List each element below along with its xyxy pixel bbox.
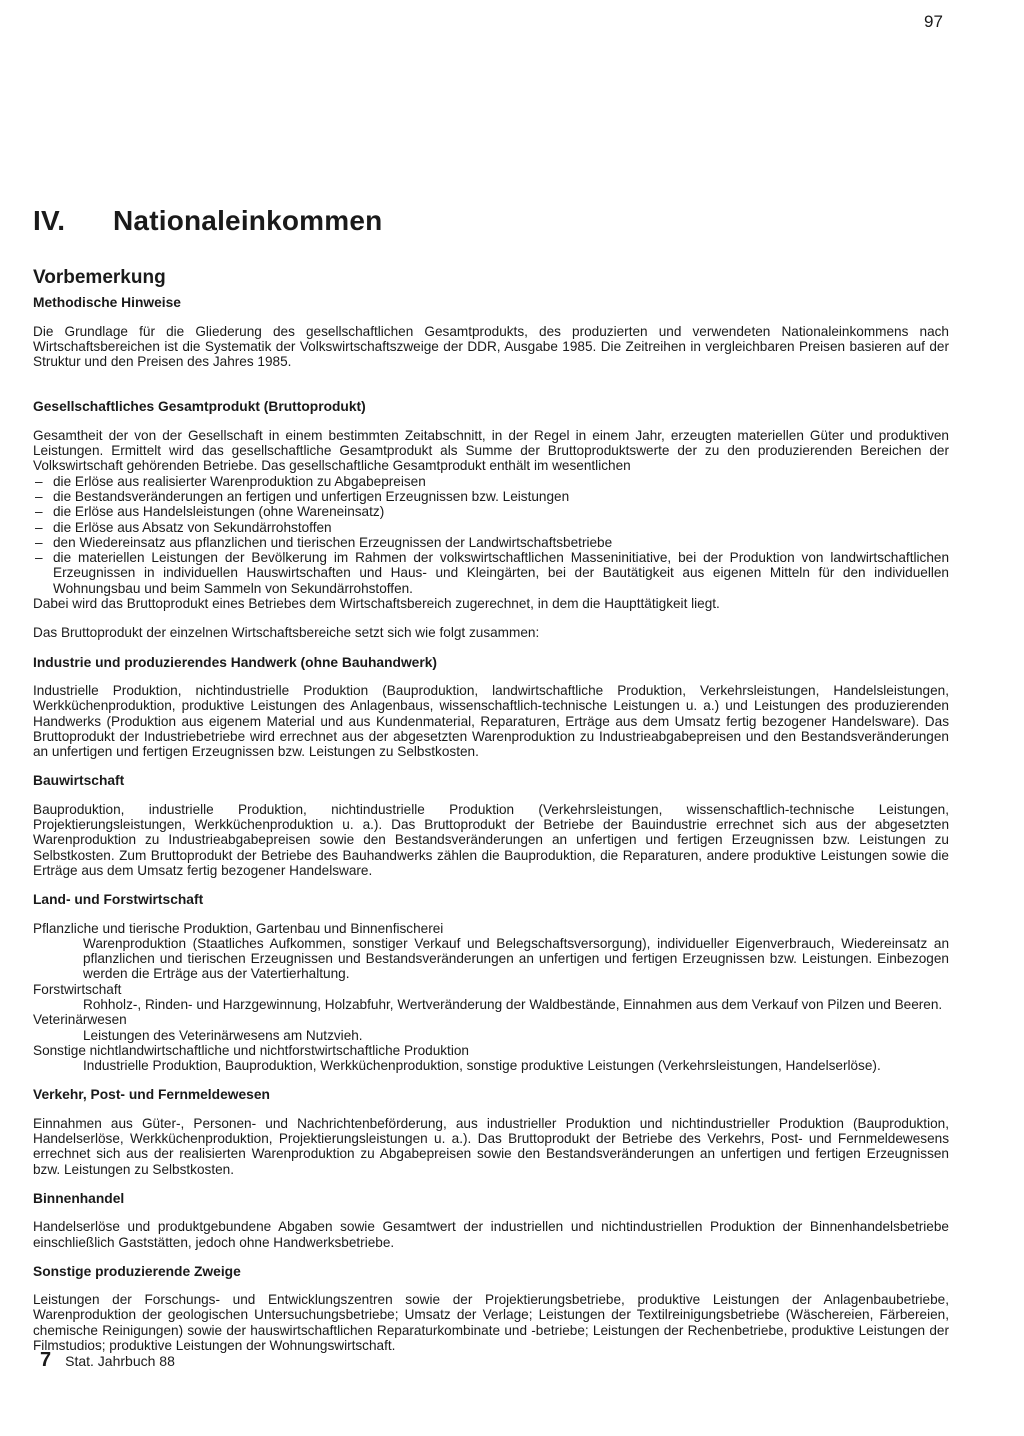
subsection-heading-methodisch: Methodische Hinweise (33, 295, 181, 311)
subsection-heading-verkehr: Verkehr, Post- und Fernmeldewesen (33, 1087, 270, 1103)
landforst-groups (33, 921, 949, 1074)
list-item: – die Erlöse aus Handelsleistungen (ohne Wareneinsatz) (33, 504, 949, 519)
chapter-name: Nationaleinkommen (113, 205, 383, 236)
subsection-heading-bauwirtschaft: Bauwirtschaft (33, 773, 125, 789)
paragraph-gesamtprodukt-outro: Dabei wird das Bruttoprodukt eines Betriebes dem Wirtschaftsbereich zugerechnet, in dem die Haupttätigkeit liegt. (33, 596, 720, 612)
list-item: – die Bestandsveränderungen an fertigen und unfertigen Erzeugnissen bzw. Leistungen (33, 489, 949, 504)
subsection-heading-industrie: Industrie und produzierendes Handwerk (ohne Bauhandwerk) (33, 654, 437, 670)
subsection-heading-sonstige: Sonstige produzierende Zweige (33, 1263, 241, 1279)
list-item: – die Erlöse aus Absatz von Sekundärrohstoffen (33, 520, 949, 535)
chapter-number: IV. (33, 205, 66, 236)
group-text: Leistungen des Veterinärwesens am Nutzvieh. (83, 1027, 363, 1043)
footer-source: Stat. Jahrbuch 88 (65, 1353, 175, 1369)
paragraph-sonstige: Leistungen der Forschungs- und Entwicklungszentren sowie der Projektierungsbetriebe, produktive Leistungen der Anlagenbaubetriebe, Warenproduktion der geologischen Untersuchungsbetriebe; Umsatz der Verlage; Leistungen der Textilreinigungsbetriebe (Wäschereien, Färbereien, chemische Reinigungen) sowie der hauswirtschaftlichen Reparaturkombinate und -betriebe; Leistungen der Rechenbetriebe, produktive Leistungen der Filmstudios; produktive Leistungen der Wohnungswirtschaft. (33, 1292, 949, 1354)
paragraph-methodisch: Die Grundlage für die Gliederung des gesellschaftlichen Gesamtprodukts, des produzierten und verwendeten Nationaleinkommens nach Wirtschaftsbereichen ist die Systematik der Volkswirtschaftszweige der DDR, Ausgabe 1985. Die Zeitreihen in vergleichbaren Preisen basieren auf der Struktur und den Preisen des Jahres 1985. (33, 323, 949, 370)
paragraph-gesamtprodukt-intro: Gesamtheit der von der Gesellschaft in einem bestimmten Zeitabschnitt, in der Regel in einem Jahr, erzeugten materiellen Güter und produktiven Leistungen. Ermittelt wird das gesellschaftliche Gesamtprodukt als Summe der Bruttoproduktswerte der zu den produzierenden Bereichen der Volkswirtschaft gehörenden Betriebe. Das gesellschaftliche Gesamtprodukt enthält im wesentlichen (33, 427, 949, 474)
list-item: – die materiellen Leistungen der Bevölkerung im Rahmen der volkswirtschaftlichen Masseninitiative, bei der Produktion von landwirtschaftlichen Erzeugnissen in individuellen Hauswirtschaften und Haus- und Kleingärten, bei der Bautätigkeit aus eigenen Mitteln für den individuellen Wohnungsbau und beim Sammeln von Sekundärrohstoffen. (33, 550, 949, 596)
paragraph-verkehr: Einnahmen aus Güter-, Personen- und Nachrichtenbeförderung, aus industrieller Produktion und nichtindustrieller Produktion (Bauproduktion, Handelserlöse, Werkküchenproduktion, Projektierungsleistungen u. a.). Das Bruttoprodukt der Betriebe des Verkehrs, Post- und Fernmeldewesens errechnet sich aus der realisierten Warenproduktion zu Abgabepreisen sowie den Bestandsveränderungen an unfertigen und fertigen Erzeugnissen bzw. Leistungen zu Selbstkosten. (33, 1115, 949, 1177)
list-item: – die Erlöse aus realisierter Warenproduktion zu Abgabepreisen (33, 474, 949, 489)
paragraph-industrie: Industrielle Produktion, nichtindustrielle Produktion (Bauproduktion, landwirtschaftliche Produktion, Verkehrsleistungen, Handelsleistungen, Werkküchenproduktion, produktive Leistungen des Anlagenbaus, wissenschaftlich-technische Leistungen u. a.) und Leistungen des produzierenden Handwerks (Produktion aus eigenem Material und aus Kundenmaterial, Reparaturen, Erträge aus dem Umsatz fertig bezogener Handelsware). Das Bruttoprodukt der Industriebetriebe wird errechnet aus der abgesetzten Warenproduktion zu Industrieabgabepreisen und den Bestandsveränderungen an unfertigen und fertigen Erzeugnissen bzw. Leistungen zu Selbstkosten. (33, 682, 949, 760)
group-label: Pflanzliche und tierische Produktion, Gartenbau und Binnenfischerei (33, 920, 444, 936)
sheet-mark: 7 (40, 1349, 52, 1371)
group-text: Warenproduktion (Staatliches Aufkommen, sonstiger Verkauf und Belegschaftsversorgung), individueller Eigenverbrauch, Wiedereinsatz an pflanzlichen und tierischen Erzeugnissen und Bestandsveränderungen an unfertigen und fertigen Erzeugnissen bzw. Leistungen. Einbezogen werden die Erträge aus der Vatertierhaltung. (83, 935, 949, 982)
subsection-heading-binnenhandel: Binnenhandel (33, 1190, 125, 1206)
chapter-title (33, 205, 382, 237)
subsection-heading-gesamtprodukt: Gesellschaftliches Gesamtprodukt (Bruttoprodukt) (33, 399, 366, 415)
group-label: Veterinärwesen (33, 1012, 127, 1028)
page-footer (40, 1349, 175, 1372)
paragraph-bereiche-intro: Das Bruttoprodukt der einzelnen Wirtschaftsbereiche setzt sich wie folgt zusammen: (33, 625, 540, 641)
group-label: Sonstige nichtlandwirtschaftliche und nichtforstwirtschaftliche Produktion (33, 1042, 469, 1058)
subsection-heading-landforst: Land- und Forstwirtschaft (33, 892, 204, 908)
page-number: 97 (924, 12, 943, 31)
paragraph-bauwirtschaft: Bauproduktion, industrielle Produktion, nichtindustrielle Produktion (Verkehrsleistungen, wissenschaftlich-technische Leistungen, Projektierungsleistungen, Werkküchenproduktion u. a.). Das Bruttoprodukt der Betriebe der Bauindustrie errechnet sich aus der abgesetzten Warenproduktion zu Industrieabgabepreisen sowie den Bestandsveränderungen an unfertigen und fertigen Erzeugnissen bzw. Leistungen zu Selbstkosten. Zum Bruttoprodukt der Betriebe des Bauhandwerks zählen die Bauproduktion, die Reparaturen, andere produktive Leistungen sowie die Erträge aus dem Umsatz fertig bezogener Handelsware. (33, 801, 949, 878)
gesamtprodukt-list (33, 474, 949, 596)
group-text: Rohholz-, Rinden- und Harzgewinnung, Holzabfuhr, Wertveränderung der Waldbestände, Einnahmen aus dem Verkauf von Pilzen und Beeren. (83, 996, 943, 1012)
group-label: Forstwirtschaft (33, 981, 122, 997)
document-body (33, 267, 949, 1367)
list-item: – den Wiedereinsatz aus pflanzlichen und tierischen Erzeugnissen der Landwirtschaftsbetriebe (33, 535, 949, 550)
group-text: Industrielle Produktion, Bauproduktion, Werkküchenproduktion, sonstige produktive Leistungen (Verkehrsleistungen, Handelserlöse). (83, 1058, 881, 1074)
section-heading-vorbemerkung: Vorbemerkung (33, 267, 166, 288)
paragraph-binnenhandel: Handelserlöse und produktgebundene Abgaben sowie Gesamtwert der industriellen und nichtindustriellen Produktion der Binnenhandelsbetriebe einschließlich Gaststätten, jedoch ohne Handwerksbetriebe. (33, 1219, 949, 1250)
